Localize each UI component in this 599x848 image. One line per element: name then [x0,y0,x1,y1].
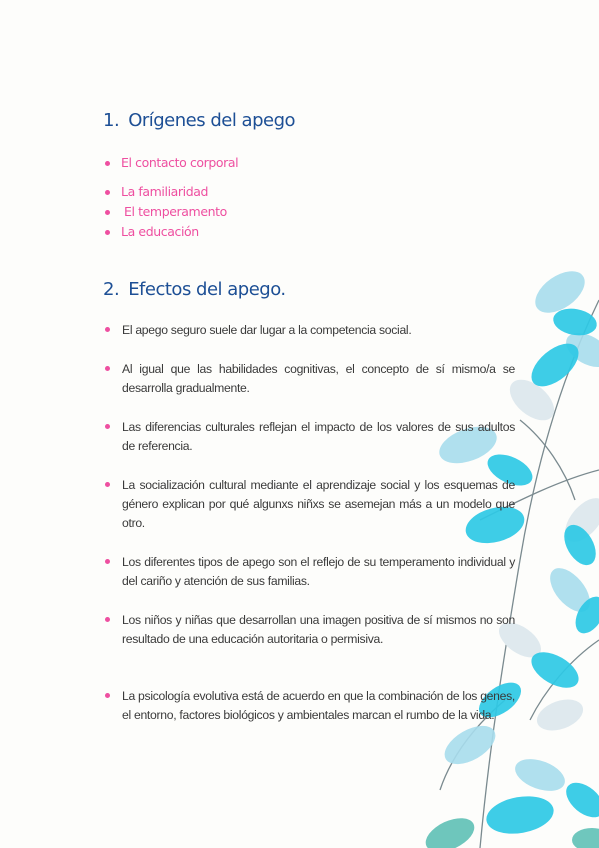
section-number: 2. [103,279,120,300]
list-item-text: La psicología evolutiva está de acuerdo en que la combinación de los genes, el entorno, factores biológicos y ambientales marcan el rumbo de la vida. [122,689,515,722]
bullet-icon [105,161,110,166]
list-item-text: Los diferentes tipos de apego son el reflejo de su temperamento individual y del cariño y atención de sus familias. [122,555,515,588]
list-item-label: El contacto corporal [121,155,239,170]
list-item [105,611,515,649]
list-item [105,321,515,340]
bullet-icon [105,693,110,698]
section-title: Efectos del apego. [128,279,286,300]
bullet-icon [105,230,110,235]
bullet-icon [105,617,110,622]
bullet-icon [105,559,110,564]
bullet-icon [105,327,110,332]
bullet-icon [105,482,110,487]
bullet-icon [105,190,110,195]
list-item-text: La socialización cultural mediante el aprendizaje social y los esquemas de género explican por qué algunxs niñxs se asemejan más a un modelo que otro. [122,478,515,530]
bullet-icon [105,424,110,429]
list-item-text: Al igual que las habilidades cognitivas, el concepto de sí mismo/a se desarrolla gradualmente. [122,362,515,395]
list-item-label: La educación [121,224,199,239]
list-item-label: La familiaridad [121,184,209,199]
list-item [105,418,515,456]
section-title: Orígenes del apego [128,110,296,131]
list-item-text: Las diferencias culturales reflejan el impacto de los valores de sus adultos de referencia. [122,420,515,453]
section-number: 1. [103,110,120,131]
list-item [105,476,515,533]
list-item [105,553,515,591]
list-item [105,360,515,398]
section-heading-effects [103,279,286,300]
list-item-label: El temperamento [124,204,227,219]
list-item-text: El apego seguro suele dar lugar a la competencia social. [122,323,412,337]
list-item [105,687,515,725]
bullet-icon [105,366,110,371]
bullet-icon [105,210,110,215]
list-item-text: Los niños y niñas que desarrollan una imagen positiva de sí mismos no son resultado de una educación autoritaria o permisiva. [122,613,515,646]
section-heading-origins [103,110,295,131]
